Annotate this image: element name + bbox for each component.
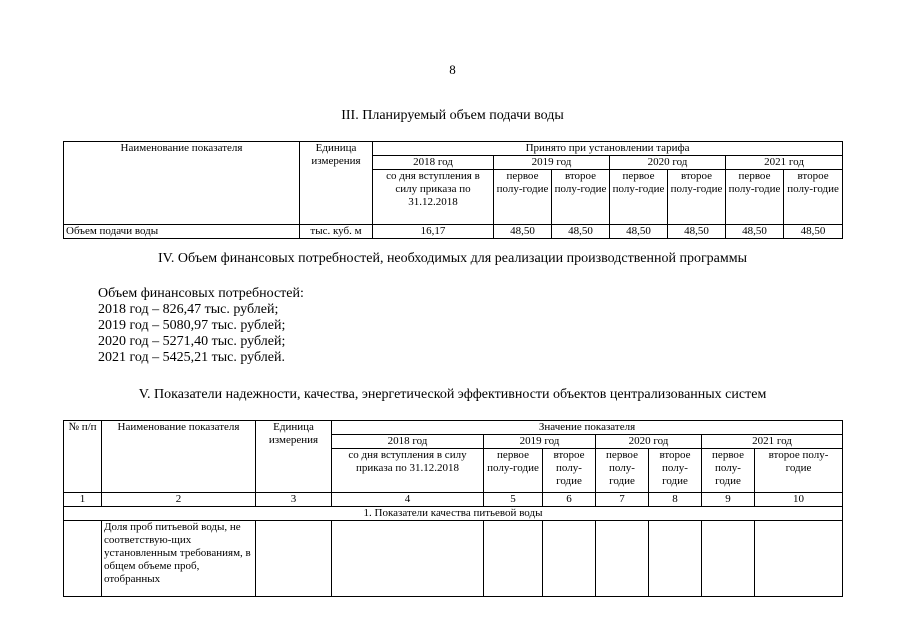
group-row	[64, 507, 843, 521]
header-year-2019: 2019 год	[494, 156, 610, 170]
header-second-half: второе полу-годие	[668, 170, 726, 225]
header-second-half: второе полу-годие	[649, 449, 702, 493]
row-cell	[755, 521, 843, 597]
column-number: 4	[332, 493, 484, 507]
row-name: Объем подачи воды	[64, 225, 300, 239]
group-title: 1. Показатели качества питьевой воды	[64, 507, 843, 521]
header-number: № п/п	[64, 421, 102, 493]
row-number-cell	[64, 521, 102, 597]
header-second-half: второе полу-годие	[543, 449, 596, 493]
financial-line: 2019 год – 5080,97 тыс. рублей;	[98, 318, 286, 333]
column-number: 3	[256, 493, 332, 507]
header-unit: Единица измерения	[256, 421, 332, 493]
column-number: 1	[64, 493, 102, 507]
header-first-half: первое полу-годие	[596, 449, 649, 493]
column-number: 5	[484, 493, 543, 507]
financial-line: 2021 год – 5425,21 тыс. рублей.	[98, 350, 285, 365]
column-numbers-row	[64, 493, 843, 507]
header-first-half: первое полу-годие	[702, 449, 755, 493]
financial-line: 2020 год – 5271,40 тыс. рублей;	[98, 334, 286, 349]
row-value: 48,50	[668, 225, 726, 239]
header-unit: Единица измерения	[300, 142, 373, 225]
header-name: Наименование показателя	[64, 142, 300, 225]
row-cell	[332, 521, 484, 597]
header-value: Значение показателя	[332, 421, 843, 435]
row-unit: тыс. куб. м	[300, 225, 373, 239]
column-number: 7	[596, 493, 649, 507]
column-number: 10	[755, 493, 843, 507]
column-number: 2	[102, 493, 256, 507]
header-second-half: второе полу-годие	[784, 170, 843, 225]
row-value: 16,17	[373, 225, 494, 239]
row-cell	[596, 521, 649, 597]
row-cell	[702, 521, 755, 597]
column-number: 8	[649, 493, 702, 507]
row-value: 48,50	[726, 225, 784, 239]
header-first-half: первое полу-годие	[610, 170, 668, 225]
row-cell	[649, 521, 702, 597]
header-year-2018: 2018 год	[373, 156, 494, 170]
row-value: 48,50	[784, 225, 843, 239]
section-3-heading: III. Планируемый объем подачи воды	[341, 108, 564, 123]
header-year-2020: 2020 год	[610, 156, 726, 170]
header-year-2020: 2020 год	[596, 435, 702, 449]
section-5-heading: V. Показатели надежности, качества, энергетической эффективности объектов централизованных систем	[138, 387, 767, 402]
table-row	[64, 225, 843, 239]
indicators-table	[63, 420, 843, 597]
header-first-half: первое полу-годие	[726, 170, 784, 225]
row-value: 48,50	[494, 225, 552, 239]
header-second-half: второе полу-годие	[552, 170, 610, 225]
header-second-half: второе полу-годие	[755, 449, 843, 493]
financial-needs	[98, 286, 304, 366]
row-cell	[484, 521, 543, 597]
header-from-entry: со дня вступления в силу приказа по 31.12.2018	[332, 449, 484, 493]
column-number: 9	[702, 493, 755, 507]
header-year-2021: 2021 год	[702, 435, 843, 449]
header-first-half: первое полу-годие	[484, 449, 543, 493]
header-accepted: Принято при установлении тарифа	[373, 142, 843, 156]
financial-line: 2018 год – 826,47 тыс. рублей;	[98, 302, 279, 317]
page-number: 8	[449, 62, 456, 77]
row-cell	[543, 521, 596, 597]
section-4-heading: IV. Объем финансовых потребностей, необходимых для реализации производственной программы	[157, 251, 748, 266]
column-number: 6	[543, 493, 596, 507]
row-value: 48,50	[610, 225, 668, 239]
financial-line: Объем финансовых потребностей:	[98, 286, 304, 301]
header-year-2021: 2021 год	[726, 156, 843, 170]
row-name: Доля проб питьевой воды, не соответствую-щих установленным требованиям, в общем объеме проб, отобранных	[102, 521, 256, 597]
header-year-2018: 2018 год	[332, 435, 484, 449]
header-from-entry: со дня вступления в силу приказа по 31.12.2018	[373, 170, 494, 225]
table-row	[64, 521, 843, 597]
header-first-half: первое полу-годие	[494, 170, 552, 225]
header-year-2019: 2019 год	[484, 435, 596, 449]
water-supply-table	[63, 141, 843, 239]
row-value: 48,50	[552, 225, 610, 239]
row-cell	[256, 521, 332, 597]
header-name: Наименование показателя	[102, 421, 256, 493]
